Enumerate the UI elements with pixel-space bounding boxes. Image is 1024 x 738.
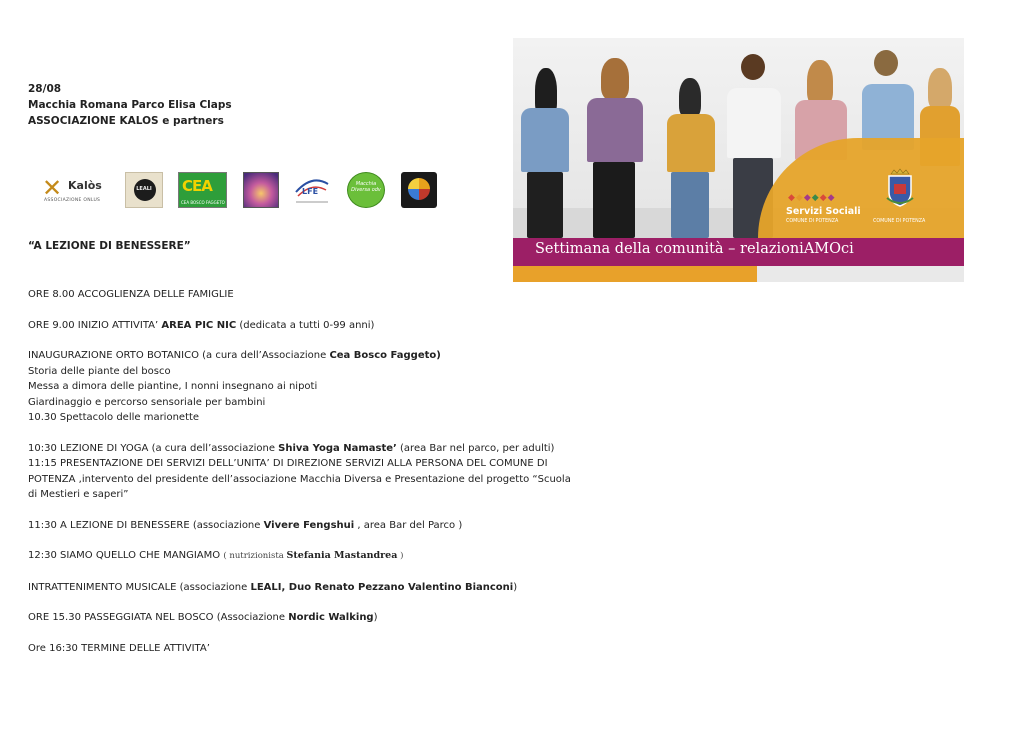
macchia-diversa-logo (347, 172, 385, 208)
person-figure (519, 68, 573, 238)
event-organizer: ASSOCIAZIONE KALOS e partners (28, 115, 224, 127)
lfe-logo (292, 172, 332, 208)
kalos-mark-icon: ✕ (42, 174, 63, 202)
community-week-banner (513, 38, 964, 282)
leali-logo (125, 172, 163, 208)
leali-logo-text: LEALI (136, 186, 152, 192)
person-figure (663, 78, 717, 238)
cea-logo-sub: CEA BOSCO FAGGETO (181, 200, 225, 205)
cea-bosco-faggeto-logo (178, 172, 227, 208)
program-item-yoga-servizi: 10:30 LEZIONE DI YOGA (a cura dell’associazione Shiva Yoga Namaste’ (area Bar nel parco, per adulti) 11:15 PRESENTAZIONE DEI SERVIZI DELL’UNITA’ DI DIREZIONE SERVIZI ALLA PERSONA DEL COMUNE DI POTENZA ,intervento del presidente dell’associazione Macchia Diversa e Presentazione del progetto “Scuola di Mestieri e saperi” (28, 442, 571, 500)
comune-crest-icon (885, 168, 915, 208)
banner-caption: Settimana della comunità – relazioniAMOci (535, 241, 854, 257)
vivere-fengshui-logo (401, 172, 437, 208)
program-item-benessere: 11:30 A LEZIONE DI BENESSERE (associazione Vivere Fengshui , area Bar del Parco ) (28, 519, 463, 531)
program-item-mangiamo: 12:30 SIAMO QUELLO CHE MANGIAMO ( nutrizionista Stefania Mastandrea ) (28, 550, 404, 561)
kalos-logo-name: Kalòs (68, 179, 102, 192)
program-item-passeggiata: ORE 15.30 PASSEGGIATA NEL BOSCO (Associazione Nordic Walking) (28, 612, 378, 623)
cea-logo-text: CEA (182, 177, 212, 195)
orange-stripe (513, 266, 757, 282)
kalos-logo (38, 172, 108, 208)
event-header (28, 81, 232, 129)
servizi-sociali-name: Servizi Sociali (786, 206, 861, 217)
servizi-sociali-sub: COMUNE DI POTENZA (786, 219, 839, 224)
kalos-logo-sub: ASSOCIAZIONE ONLUS (44, 198, 101, 203)
program-item-musica: INTRATTENIMENTO MUSICALE (associazione LEALI, Duo Renato Pezzano Valentino Bianconi) (28, 581, 518, 593)
servizi-sociali-icon: ◆◆◆◆◆◆ (788, 193, 836, 203)
event-date: 28/08 (28, 83, 62, 95)
shiva-yoga-logo (243, 172, 279, 208)
program-item-inizio: ORE 9.00 INIZIO ATTIVITA’ AREA PIC NIC (dedicata a tutti 0-99 anni) (28, 319, 375, 331)
event-place: Macchia Romana Parco Elisa Claps (28, 99, 232, 111)
program-item-orto-botanico: INAUGURAZIONE ORTO BOTANICO (a cura dell’Associazione Cea Bosco Faggeto) Storia delle piante del bosco Messa a dimora delle piantine, I nonni insegnano ai nipoti Giardinaggio e percorso sensoriale per bambini 10.30 Spettacolo delle marionette (28, 350, 441, 423)
person-figure (583, 58, 645, 238)
comune-sub: COMUNE DI POTENZA (873, 219, 926, 224)
macchia-logo-text: Macchia Diversa odv (351, 181, 381, 193)
program-item-accoglienza: ORE 8.00 ACCOGLIENZA DELLE FAMIGLIE (28, 289, 234, 300)
program (28, 287, 588, 671)
event-title: “A LEZIONE DI BENESSERE” (28, 240, 191, 252)
program-item-termine: Ore 16:30 TERMINE DELLE ATTIVITA’ (28, 642, 210, 654)
lfe-logo-text: LFE (302, 187, 319, 196)
